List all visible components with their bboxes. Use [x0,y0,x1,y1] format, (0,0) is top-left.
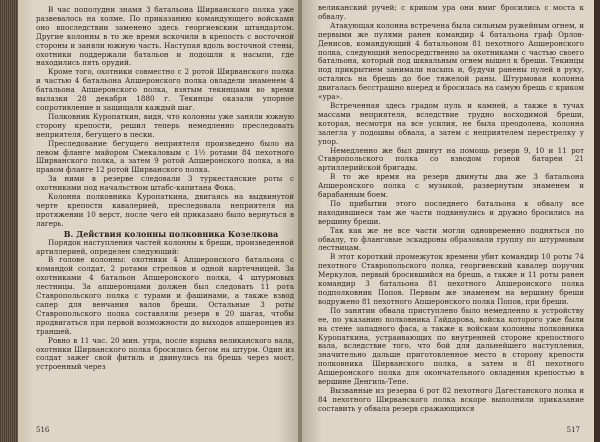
paragraph: Преследование бегущего неприятеля произведено было на левом фланге майором Смекаловым с 1½ ротами 84 пехотного Ширванского полка, а затем 9 ротой Апшеронского полка, а на правом фланге 12 ротой Ширванского полка. [36,138,294,175]
paragraph: По прибытии этого последнего батальона к обвалу все находившиеся там же части подвинулись и дружно бросились на вершину бреши. [318,198,584,226]
page-number: 517 [566,426,580,434]
paragraph: Кроме того, охотники совместно с 2 ротой Ширванского полка и частью 4 батальона Апшеронского полка овладели знаменем 4 батальона Апшеронского полка, взятым текинцами во время вылазки 28 декабря 1880 г. Текинцы оказали упорное сопротивление и защищали каждый шаг. [36,67,294,112]
paragraph: В то же время на резерв двинуты два же 3 батальона Апшеронского полка с музыкой, развернутым знаменем и барабанным боем. [318,172,584,200]
paragraph: В этот короткий промежуток времени убит командир 10 роты 74 пехотного Ставропольского полка, георгиевский кавалер поручик Меркулов, первый бросившийся на брешь, а также и 11 роты ранен командир 3 батальона 81 пехотного Апшеронского полка подполковник Попов. Первым же знаменем на вершину бреши водружено 81 пехотного Апшеронского полка Попов, при бреши. [318,252,584,306]
paragraph: Атакующая колонна встречена была сильным ружейным огнем, и первыми же пулями ранен командир 4 батальона граф Орлов-Денисов, командующий 4 батальоном 81 пехотного Апшеронского полка, следующий непосредственно за охотниками с частью своего батальона, который под шквальным огнем вышел к бреши. Текинцы под прикрытием занимали насыпь и, будучи ранены пулей в руку, остались на брешь до бое тяжелой раны. Штурмовая колонна двигалась бесстрашно вперед и бросилась на самую брешь с криком «ура». [318,20,584,102]
paragraph: Немедленно же был двинут на помощь резерв 9, 10 и 11 рот Ставропольского полка со взводом горной батареи 21 артиллерийской бригады. [318,145,584,173]
paragraph: Ровно в 11 час. 20 мин. утра, после взрыва великанского вала, охотники Ширванского полка бросились бегом на штурм. Один из солдат зажег свой фитиль и двинулись на брешь через мост, устроенный через [36,335,294,372]
paragraph: В голове колонны: охотники 4 Апшеронского батальона с командой солдат, 2 ротами стрелков и одной картечницей. За охотниками 4 батальон Апшеронского полка, 4 штурмовых лестницы. За апшеронцами должен был следовать 11 рота Ставропольского полка с турами и фашинами, а также взвод сапер для венчания валов бреши. Остальные 3 роты Ставропольского полка составляли резерв в 20 шагах, чтобы продвигаться при первой возможности до выходов апшеронцев из траншей. [36,255,294,336]
paragraph: Порядок наступления частей колонны к бреши, произведенной артиллерией, определен следующий: [36,237,294,256]
page-edges [0,0,18,442]
paragraph: великанский ручей; с криком ура они вмиг бросились с моста к обвалу. [318,3,584,21]
paragraph: Встреченная здесь градом пуль и камней, а также в тучах массами неприятеля, вследствие трудно восходимой бреши, которая, несмотря на все усилия, не была преодолена, колонна залегла у подошвы обвала, а затем с неприятелем перестрелку у упор. [318,100,584,146]
paragraph: Вызванные из резерва 6 рот 82 пехотного Дагестанского полка и 84 пехотного Ширванского полка вскоре выполнили приказание составить у обвала резерв сражающихся [318,385,584,413]
page-number: 516 [36,426,50,434]
paragraph: По занятии обвала приступлено было немедленно к устройству ее, по указанию полковника Гайдарова, войска которого уже были на стене западного фаса, а также к войскам колонны полковника Куропаткина, устраивающих по внутренней стороне крепостного вала, вследствие того, что бой для дальнейшего наступления, значительно дальше приготовленное место в сторону крепости полковника Ширванского полка, а затем и 81 пехотного Апшеронского полка для окончательного овладения крепостью в вершине Денгиль-Тепе. [318,305,584,387]
left-page-text [36,6,294,372]
paragraph: За ними в резерве следовали 3 туркестанские роты с охотниками под начальством штабс-капитана Фока. [36,174,294,193]
section-heading: В. Действия колонны полковника Козелкова [63,228,279,239]
paragraph: Так как же не все части могли одновременно подняться по обвалу, то фланговые эскадроны образовали группу по штурмовым лестницам. [318,225,584,253]
paragraph: В час пополудни знамя 3 батальона Ширванского полка уже развевалось на холме. По приказанию командующего войсками оно впоследствии заменено здесь георгиевским штандартом. Другие колонны в то же время вскочили в крепость с восточной стороны и заняли южную часть. Наступая вдоль восточной стены, охотники поддержали батальон и подошли к насыпи, где находились пять орудий. [36,5,294,68]
paragraph: Колонна полковника Куропаткина, двигаясь на выдвинутой черте крепости кавалерией, преследовала неприятеля на протяжении 10 верст, после чего ей приказано было вернуться в лагерь. [36,192,294,228]
paragraph: Полковник Куропаткин, видя, что колонны уже заняли южную сторону крепости, решил теперь немедленно преследовать неприятеля, бегущего в пески. [36,111,294,139]
right-page-text [318,4,584,414]
left-page [18,0,300,442]
right-page [302,0,594,442]
